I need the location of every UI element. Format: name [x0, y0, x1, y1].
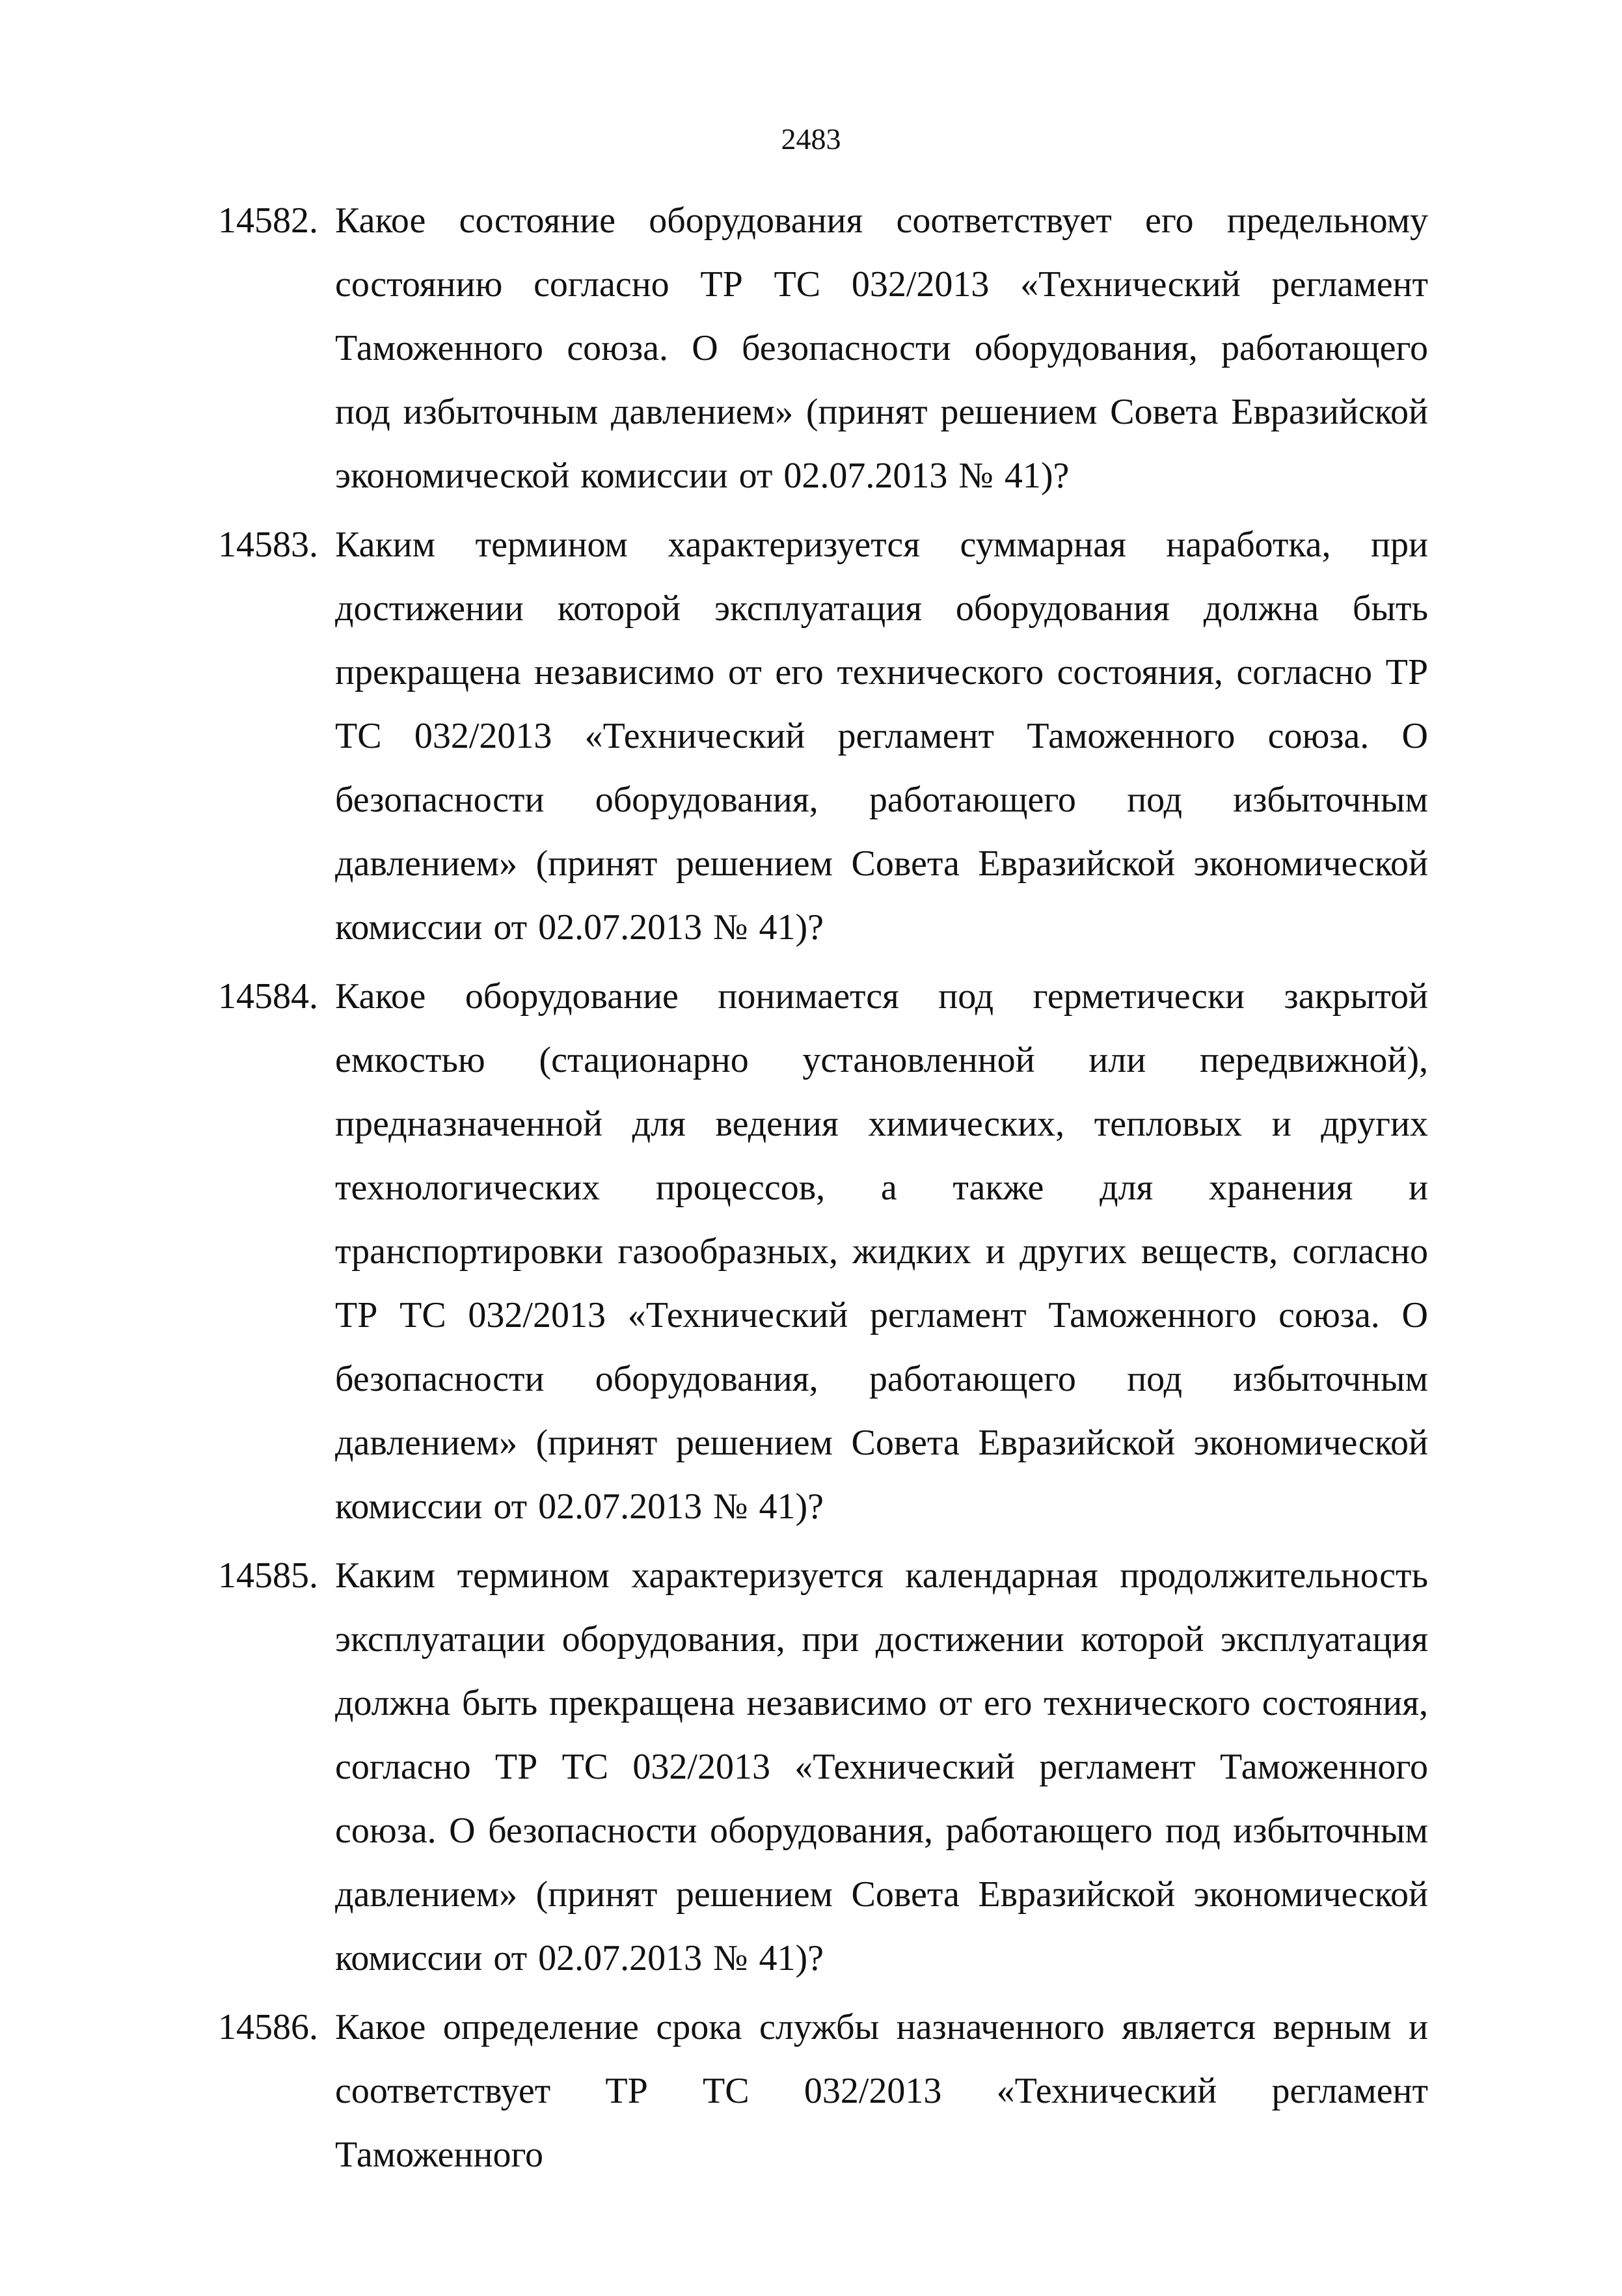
question-text: Каким термином характеризуется календарная продолжительность эксплуатации оборудования, при достижении которой эксплуатация должна быть прекращена независимо от его технического состояния, согласно ТР ТС 032/2013 «Технический регламент Таможенного союза. О безопасности оборудования, работающего под избыточным давлением» (принят решением Совета Евразийской экономической комиссии от 02.07.2013 № 41)?	[335, 1555, 1428, 1978]
question-number: 14586.	[218, 2007, 318, 2047]
question-text: Какое состояние оборудования соответствует его предельному состоянию согласно ТР ТС 032/2013 «Технический регламент Таможенного союза. О безопасности оборудования, работающего под избыточным давлением» (принят решением Совета Евразийской экономической комиссии от 02.07.2013 № 41)?	[335, 200, 1428, 496]
page-number: 2483	[781, 122, 841, 156]
question-number: 14582.	[218, 200, 318, 241]
question-list	[218, 189, 1428, 2192]
question-number: 14583.	[218, 525, 318, 565]
question-text: Какое оборудование понимается под герметически закрытой емкостью (стационарно установленной или передвижной), предназначенной для ведения химических, тепловых и других технологических процессов, а также для хранения и транспортировки газообразных, жидких и других веществ, согласно ТР ТС 032/2013 «Технический регламент Таможенного союза. О безопасности оборудования, работающего под избыточным давлением» (принят решением Совета Евразийской экономической комиссии от 02.07.2013 № 41)?	[335, 976, 1428, 1527]
question-item	[218, 964, 1428, 1538]
question-item	[218, 513, 1428, 959]
question-item	[218, 189, 1428, 508]
question-text: Каким термином характеризуется суммарная наработка, при достижении которой эксплуатация оборудования должна быть прекращена независимо от его технического состояния, согласно ТР ТС 032/2013 «Технический регламент Таможенного союза. О безопасности оборудования, работающего под избыточным давлением» (принят решением Совета Евразийской экономической комиссии от 02.07.2013 № 41)?	[335, 525, 1428, 948]
question-number: 14585.	[218, 1555, 318, 1596]
question-item	[218, 1995, 1428, 2187]
question-item	[218, 1544, 1428, 1990]
question-number: 14584.	[218, 976, 318, 1017]
question-text: Какое определение срока службы назначенного является верным и соответствует ТР ТС 032/2013 «Технический регламент Таможенного	[335, 2007, 1428, 2175]
